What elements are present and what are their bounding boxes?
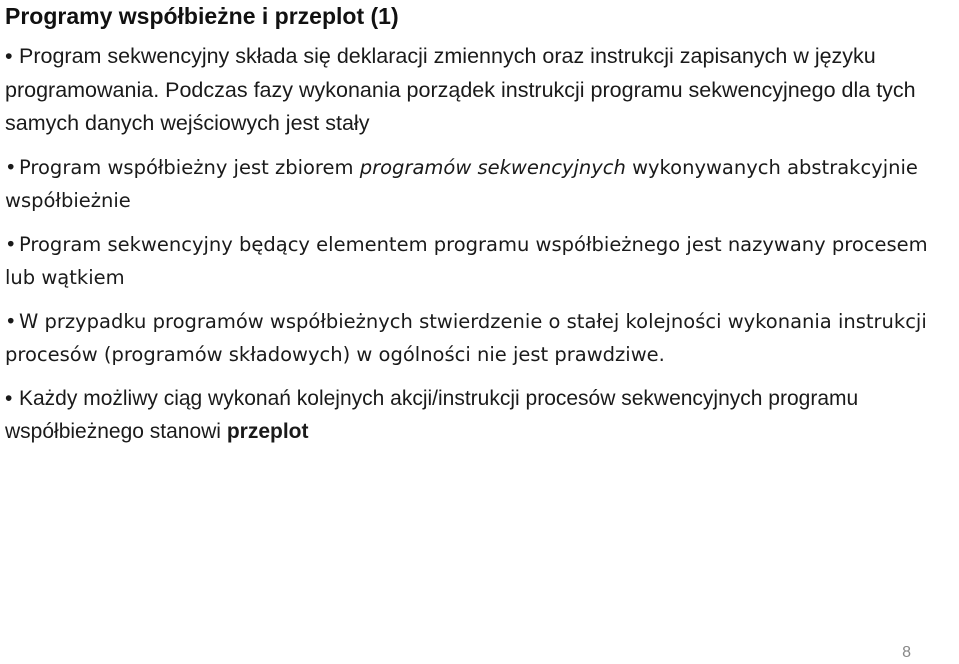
bullet-item [5,40,955,141]
bullet-item [5,305,955,372]
bullet-icon: • [5,386,13,410]
bullet-text: Program sekwencyjny składa się deklaracji zmiennych oraz instrukcji zapisanych w języku programowania. Podczas fazy wykonania porządek instrukcji programu sekwencyjnego dla tych samych danych wejściowych jest stały [5,44,916,135]
bullet-text-bold: przeplot [226,420,309,443]
bullet-text: Program współbieżny jest zbiorem [19,155,360,179]
bullet-icon: • [5,232,17,256]
bullet-icon: • [5,44,13,68]
bullet-text-italic: programów sekwencyjnych [359,155,626,179]
bullet-item [5,382,955,449]
bullet-item [5,151,955,218]
bullet-list [5,40,955,459]
bullet-text: Każdy możliwy ciąg wykonań kolejnych akcji/instrukcji procesów sekwencyjnych programu współbieżnego stanowi [5,386,859,443]
bullet-text: wykonywanych abstrakcyjnie współbieżnie [5,155,918,212]
bullet-icon: • [5,155,17,179]
bullet-text: W przypadku programów współbieżnych stwierdzenie o stałej kolejności wykonania instrukcji procesów (programów składowych) w ogólności nie jest prawdziwe. [5,309,927,366]
slide-title: Programy współbieżne i przeplot (1) [5,3,399,29]
bullet-item [5,228,955,295]
bullet-text: Program sekwencyjny będący elementem programu współbieżnego jest nazywany procesem lub wątkiem [5,232,928,289]
bullet-icon: • [5,309,17,333]
page-number: 8 [902,644,911,661]
